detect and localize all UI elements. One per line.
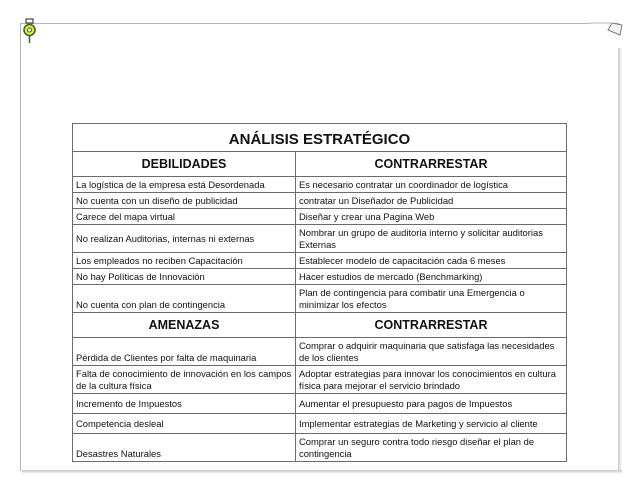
table-row [73, 414, 567, 434]
table-cell: No cuenta con plan de contingencia [73, 285, 296, 313]
table-cell: No cuenta con un diseño de publicidad [73, 193, 296, 209]
table-row [73, 177, 567, 193]
strategic-analysis-table [72, 123, 567, 462]
amenazas-header: AMENAZAS [73, 313, 296, 338]
pushpin-icon [22, 18, 40, 44]
table-cell: No realizan Auditorias, internas ni externas [73, 225, 296, 253]
table-row [73, 285, 567, 313]
section-header-row [73, 152, 567, 177]
page-fold-icon [590, 20, 624, 50]
table-row [73, 366, 567, 394]
table-row [73, 269, 567, 285]
table-cell: Aumentar el presupuesto para pagos de Impuestos [296, 394, 567, 414]
table-cell: Desastres Naturales [73, 434, 296, 462]
table-cell: Implementar estrategias de Marketing y servicio al cliente [296, 414, 567, 434]
contrarrestar-header: CONTRARRESTAR [296, 152, 567, 177]
table-cell: Plan de contingencia para combatir una Emergencia o minimizar los efectos [296, 285, 567, 313]
debilidades-header: DEBILIDADES [73, 152, 296, 177]
table-row [73, 394, 567, 414]
note-shadow [22, 470, 622, 474]
table-cell: No hay Políticas de Innovación [73, 269, 296, 285]
table-row [73, 209, 567, 225]
table-cell: Nombrar un grupo de auditoria interno y solicitar auditorias Externas [296, 225, 567, 253]
table-cell: Diseñar y crear una Pagina Web [296, 209, 567, 225]
table-cell: Incremento de Impuestos [73, 394, 296, 414]
note-shadow [618, 46, 622, 472]
title-row [73, 124, 567, 152]
table-cell: Falta de conocimiento de innovación en los campos de la cultura física [73, 366, 296, 394]
table-row [73, 253, 567, 269]
table-cell: Competencia desleal [73, 414, 296, 434]
table-row [73, 434, 567, 462]
table-row [73, 193, 567, 209]
section-header-row [73, 313, 567, 338]
table-row [73, 225, 567, 253]
table-cell: Carece del mapa virtual [73, 209, 296, 225]
table-title: ANÁLISIS ESTRATÉGICO [73, 124, 567, 152]
table-cell: La logística de la empresa está Desordenada [73, 177, 296, 193]
table-cell: Comprar un seguro contra todo riesgo diseñar el plan de contingencia [296, 434, 567, 462]
table-cell: Adoptar estrategias para innovar los conocimientos en cultura física para mejorar el servicio brindado [296, 366, 567, 394]
contrarrestar-header: CONTRARRESTAR [296, 313, 567, 338]
table-cell: Comprar o adquirir maquinaria que satisfaga las necesidades de los clientes [296, 338, 567, 366]
table-cell: Pérdida de Clientes por falta de maquinaria [73, 338, 296, 366]
table-cell: Es necesario contratar un coordinador de logística [296, 177, 567, 193]
table-cell: Hacer estudios de mercado (Benchmarking) [296, 269, 567, 285]
table-cell: Los empleados no reciben Capacitación [73, 253, 296, 269]
table-cell: Establecer modelo de capacitación cada 6 meses [296, 253, 567, 269]
table-row [73, 338, 567, 366]
table-cell: contratar un Diseñador de Publicidad [296, 193, 567, 209]
